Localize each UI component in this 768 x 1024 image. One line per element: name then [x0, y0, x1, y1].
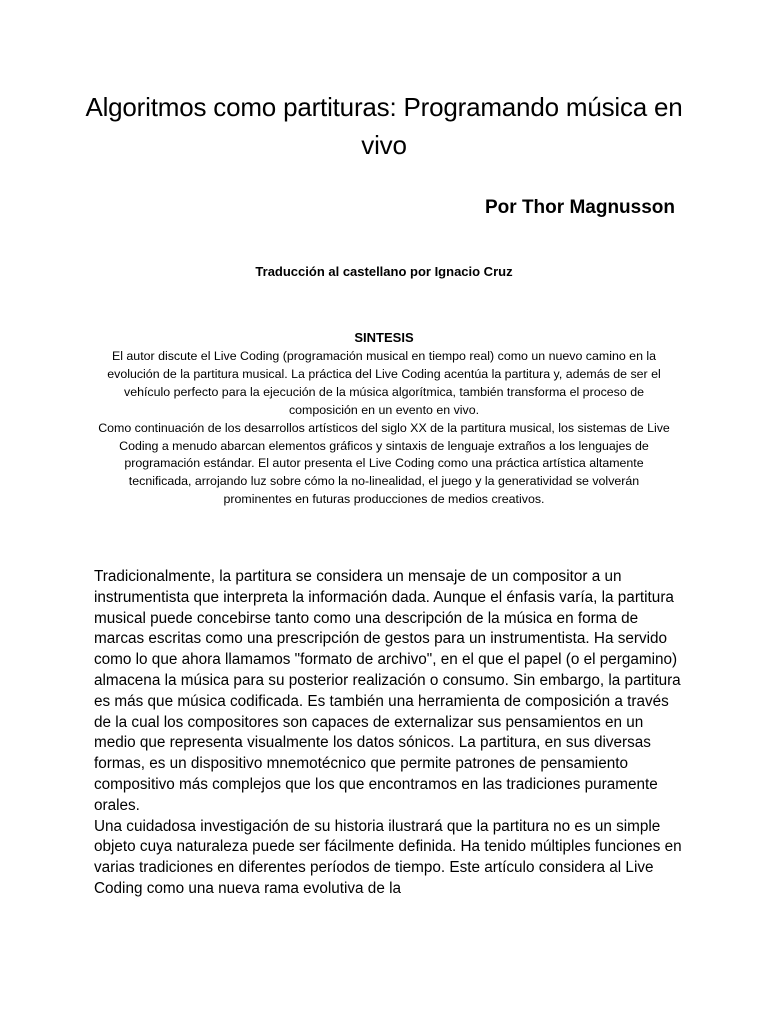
abstract-heading: SINTESIS [354, 330, 414, 345]
body-section [94, 567, 684, 900]
body-paragraph: Tradicionalmente, la partitura se considera un mensaje de un compositor a un instrumentista que interpreta la información dada. Aunque el énfasis varía, la partitura musical puede concebirse tanto como una descripción de la música en forma de marcas escritas como una prescripción de gestos para un instrumentista. Ha servido como lo que ahora llamamos "formato de archivo", en el que el papel (o el pergamino) almacena la música para su posterior realización o consumo. Sin embargo, la partitura es más que música codificada. Es también una herramienta de composición a través de la cual los compositores son capaces de externalizar sus pensamientos en un medio que representa visualmente los datos sónicos. La partitura, en sus diversas formas, es un dispositivo mnemotécnico que permite patrones de pensamiento compositivo más complejos que los que encontramos en las tradiciones puramente orales. [94, 568, 681, 814]
author-line: Por Thor Magnusson [485, 197, 675, 218]
document-title: Algoritmos como partituras: Programando música en vivo [85, 92, 683, 160]
translator-line: Traducción al castellano por Ignacio Cruz [255, 264, 513, 279]
body-paragraph: Una cuidadosa investigación de su historia ilustrará que la partitura no es un simple objeto cuya naturaleza puede ser fácilmente definida. Ha tenido múltiples funciones en varias tradiciones en diferentes períodos de tiempo. Este artículo considera al Live Coding como una nueva rama evolutiva de la [94, 817, 682, 897]
abstract-section [94, 329, 674, 509]
abstract-paragraph: Como continuación de los desarrollos artísticos del siglo XX de la partitura musical, los sistemas de Live Coding a menudo abarcan elementos gráficos y sintaxis de lenguaje extraños a los lenguajes de programación estándar. El autor presenta el Live Coding como una práctica artística altamente tecnificada, arrojando luz sobre cómo la no-linealidad, el juego y la generatividad se volverán prominentes en futuras producciones de medios creativos. [98, 420, 670, 507]
abstract-paragraph: El autor discute el Live Coding (programación musical en tiempo real) como un nuevo camino en la evolución de la partitura musical. La práctica del Live Coding acentúa la partitura y, además de ser el vehículo perfecto para la ejecución de la música algorítmica, también transforma el proceso de composición en un evento en vivo. [107, 349, 661, 417]
